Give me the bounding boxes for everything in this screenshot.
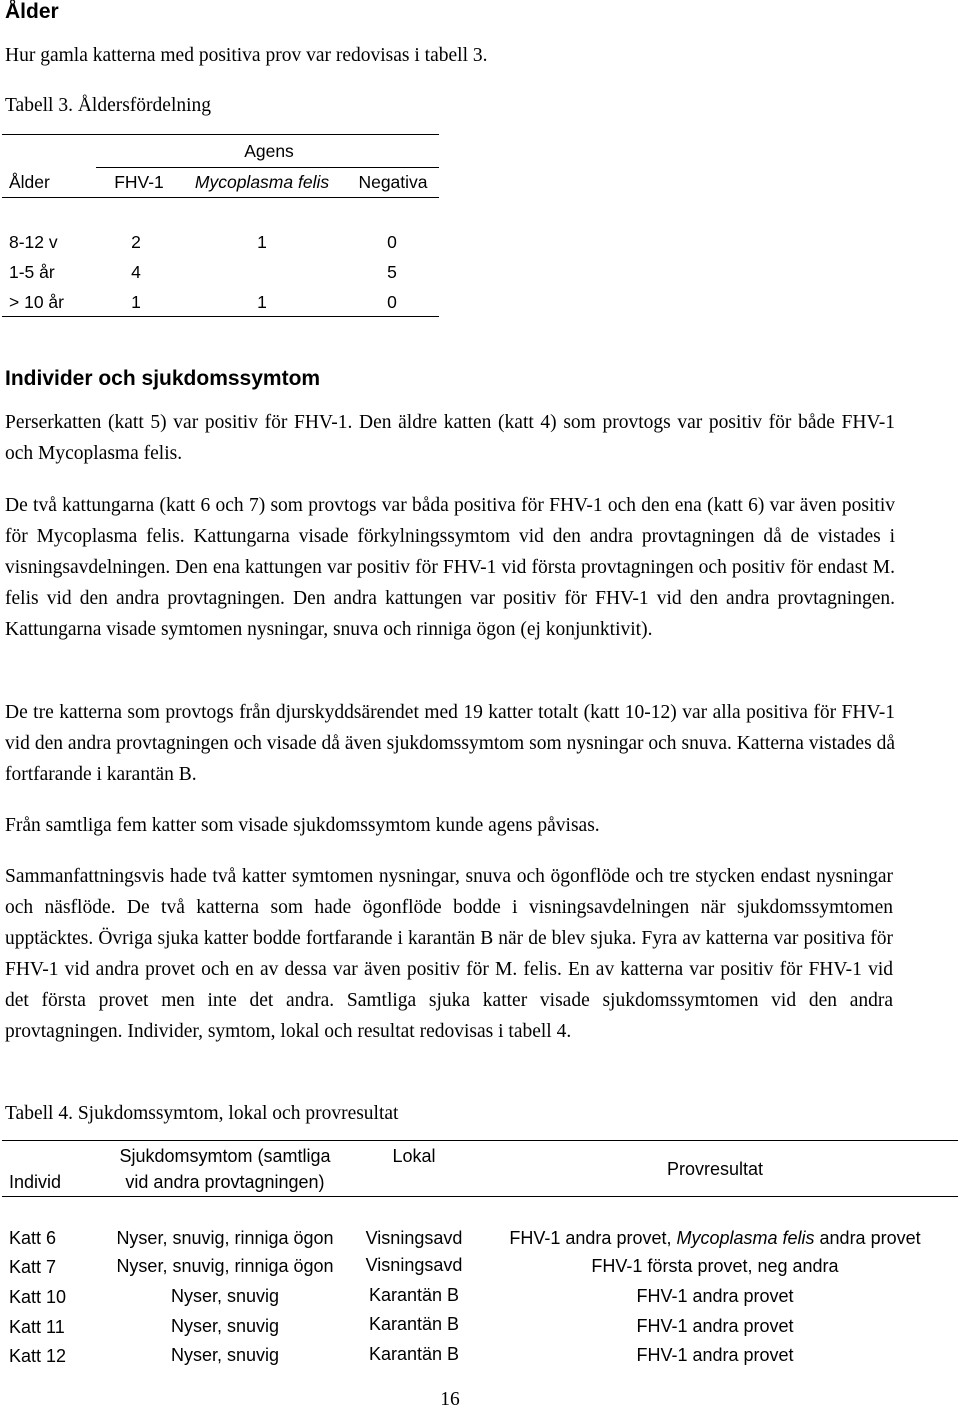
table4-row-individ: Katt 6 [9, 1228, 57, 1248]
table3-row-age: 8-12 v [9, 232, 58, 252]
table4-col-symptom-line2: vid andra provtagningen) [125, 1172, 325, 1192]
result-part: FHV-1 andra provet [636, 1316, 794, 1336]
paragraph-2: De två kattungarna (katt 6 och 7) som provtogs var båda positiva för FHV-1 och den ena (katt 6) var även positiv för Mycoplasma felis. Kattungarna visade förkylningssymtom vid den andra provtagningen då de vistades i visningsavdelningen. Den ena kattungen var positiv för FHV-1 vid första provtagningen och positiv för endast M. felis vid den andra provtagningen. Den andra kattungen var positiv för FHV-1 vid den andra provtagningen. Kattungarna visade symtomen nysningar, snuva och rinniga ögon (ej konjunktivit). [5, 495, 895, 640]
table3-row-myco: 1 [257, 292, 267, 312]
result-part: FHV-1 första provet, neg andra [591, 1256, 839, 1276]
result-part: FHV-1 andra provet [636, 1286, 794, 1306]
table3-col-neg: Negativa [358, 172, 428, 192]
table3-row-fhv: 2 [131, 232, 141, 252]
table4-row-result [480, 1256, 950, 1277]
table4-row-result [480, 1316, 950, 1337]
table4-header-rule [2, 1196, 958, 1197]
table4-col-symptom-line1: Sjukdomsymtom (samtliga [119, 1146, 331, 1166]
table4-row-symptom: Nyser, snuvig, rinniga ögon [116, 1256, 334, 1276]
paragraph-4: Från samtliga fem katter som visade sjukdomssymtom kunde agens påvisas. [5, 815, 600, 836]
paragraph-1: Perserkatten (katt 5) var positiv för FHV-1. Den äldre katten (katt 4) som provtogs var positiv för både FHV-1 och Mycoplasma felis. [5, 412, 895, 464]
table4-col-individ: Individ [9, 1172, 62, 1192]
table3-row-myco: 1 [257, 232, 267, 252]
table4-row-lokal: Karantän B [368, 1344, 460, 1364]
table4-row-individ: Katt 12 [9, 1346, 67, 1366]
table3-col-age: Ålder [9, 172, 50, 192]
table4-row-lokal: Karantän B [368, 1314, 460, 1334]
table4-row-individ: Katt 7 [9, 1257, 57, 1277]
table4-col-lokal: Lokal [392, 1146, 436, 1166]
table4-row-symptom: Nyser, snuvig [170, 1316, 280, 1336]
table4-col-result: Provresultat [666, 1159, 764, 1179]
table3-col-myco: Mycoplasma felis [194, 172, 330, 192]
table4-row-symptom: Nyser, snuvig [170, 1286, 280, 1306]
table3-row-neg: 0 [387, 232, 397, 252]
table4-row-result [480, 1228, 950, 1249]
table4-row-individ: Katt 11 [9, 1317, 65, 1337]
result-species: Mycoplasma felis [676, 1228, 815, 1248]
table3-row-neg: 0 [387, 292, 397, 312]
table3-header-rule [2, 197, 439, 198]
table4-row-lokal: Visningsavd [365, 1228, 463, 1248]
table3-group-rule [96, 167, 439, 168]
table3-row-fhv: 4 [131, 262, 141, 282]
age-heading: Ålder [5, 0, 59, 23]
table4-row-result [480, 1345, 950, 1366]
table3-top-rule [2, 134, 439, 135]
table3-row-age: 1-5 år [9, 262, 55, 282]
table3-row-age: > 10 år [9, 292, 64, 312]
table4-row-result [480, 1286, 950, 1307]
result-part: FHV-1 andra provet, [509, 1228, 677, 1248]
result-part: FHV-1 andra provet [636, 1345, 794, 1365]
table3-bottom-rule [2, 316, 439, 317]
table4-row-lokal: Visningsavd [365, 1255, 463, 1275]
table4-row-symptom: Nyser, snuvig [170, 1345, 280, 1365]
table4-row-symptom: Nyser, snuvig, rinniga ögon [116, 1228, 334, 1248]
paragraph-3: De tre katterna som provtogs från djurskyddsärendet med 19 katter totalt (katt 10-12) var alla positiva för FHV-1 vid den andra provtagningen och visade då även sjukdomssymtom som nysningar och snuva. Katterna vistades då fortfarande i karantän B. [5, 702, 895, 785]
page-number: 16 [440, 1389, 460, 1410]
table3-col-fhv: FHV-1 [114, 172, 164, 192]
result-part: andra provet [814, 1228, 921, 1248]
table4-row-individ: Katt 10 [9, 1287, 67, 1307]
table4-top-rule [2, 1140, 958, 1141]
table3-row-fhv: 1 [131, 292, 141, 312]
symptoms-heading: Individer och sjukdomssymtom [5, 367, 321, 390]
table3-caption: Tabell 3. Åldersfördelning [5, 95, 212, 116]
table4-caption: Tabell 4. Sjukdomssymtom, lokal och provresultat [5, 1103, 399, 1124]
table3-row-neg: 5 [387, 262, 397, 282]
table4-row-lokal: Karantän B [368, 1285, 460, 1305]
age-intro-text: Hur gamla katterna med positiva prov var redovisas i tabell 3. [5, 45, 488, 66]
table3-group-header: Agens [244, 141, 294, 161]
paragraph-5: Sammanfattningsvis hade två katter symtomen nysningar, snuva och ögonflöde och tre stycken endast nysningar och näsflöde. De två katterna som hade ögonflöde bodde i visningsavdelningen när sjukdomssymtomen upptäcktes. Övriga sjuka katter bodde fortfarande i karantän B när de blev sjuka. Fyra av katterna var positiva för FHV-1 vid andra provet och en av dessa var även positiv för M. felis. En av katterna var positiv för FHV-1 vid det första provet men inte det andra. Samtliga sjuka katter visade sjukdomssymtomen vid den andra provtagningen. Individer, symtom, lokal och resultat redovisas i tabell 4. [5, 866, 893, 1042]
